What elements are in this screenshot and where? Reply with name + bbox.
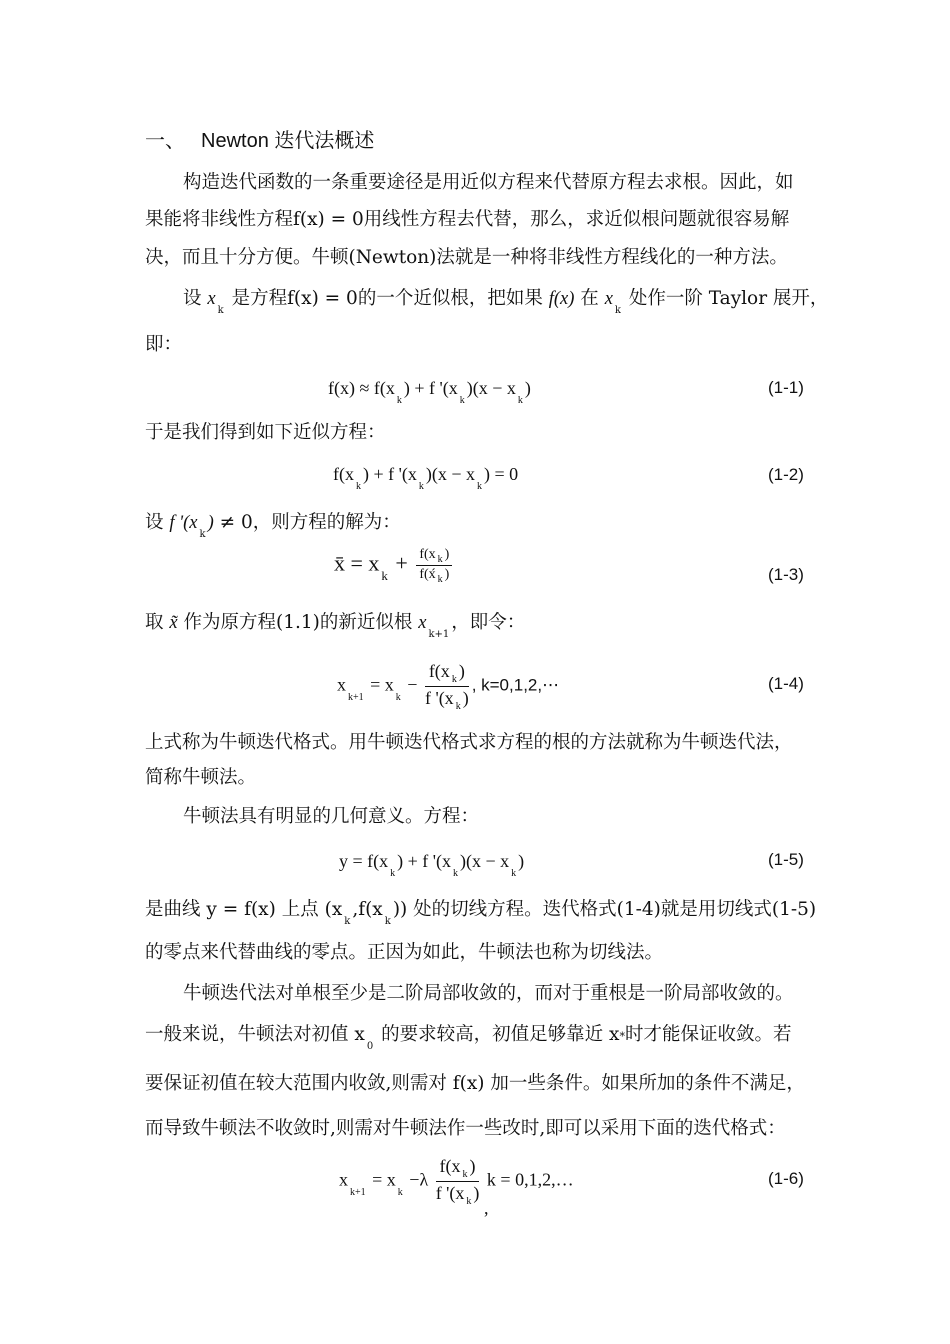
equation-1-1: $f(x) \approx f(x_k) + f$ '$(x_k)(x - x_k)$: [328, 378, 531, 406]
equation-1-4: $x_{k+1} = x_k$ − $\frac{f(x _k )}{f '(x _k )}$ , k=0,1,2,⋯: [337, 661, 560, 712]
fraction: $\frac{f(x _k )}{f '(x _k )}$: [424, 661, 469, 712]
fraction: $\frac{f(x _k )}{f(x́ _k )}$: [416, 546, 452, 585]
fraction: $\frac{f(x _k )}{f '(x _k )}$: [435, 1156, 480, 1207]
equation-1-5: $y = f(x_k) + f$ '$(x_k)(x - x_k)$: [339, 851, 525, 879]
para5-line1: 是曲线 y = f(x) 上点 $(x_k,f(x_k))$ 处的切线方程。迭代格式(1-4)就是用切线式(1-5): [145, 899, 817, 927]
section-number: 一、: [145, 128, 185, 152]
para5-line2: 的零点来代替曲线的零点。正因为如此，牛顿法也称为切线法。: [145, 942, 664, 963]
para6-line1: 牛顿迭代法对单根至少是二阶局部收敛的，而对于重根是一阶局部收敛的。: [183, 983, 794, 1004]
para4: 牛顿法具有明显的几何意义。方程：: [183, 806, 480, 827]
para1-line3: 决，而且十分方便。牛顿(Newton)法就是一种将非线性方程线化的一种方法。: [145, 247, 788, 268]
text-before-eq3: 设 f '$(x_k) \ne 0$，则方程的解为：: [145, 512, 401, 540]
equation-number-1-3: (1-3): [768, 565, 804, 584]
equation-number-1-1: (1-1): [768, 378, 804, 397]
equation-1-6-comma: ,: [484, 1198, 489, 1218]
para2-line1: 设 $x_k$ 是方程f(x) = 0的一个近似根，把如果 f(x) 在 $x_k$ 处作一阶 Taylor 展开，: [183, 288, 829, 316]
section-title: Newton 迭代法概述: [201, 130, 375, 152]
text-before-eq4: 取 x̃ 作为原方程(1.1)的新近似根 $x_{k+1}$，即令：: [145, 612, 526, 640]
equation-number-1-2: (1-2): [768, 465, 804, 484]
equation-1-6: $x_{k+1} = x_k -\lambda$ $\frac{f(x _k )}{f '(x _k )}$ k = 0,1,2,…: [339, 1156, 574, 1207]
equation-number-1-6: (1-6): [768, 1169, 804, 1188]
para6-line3: 要保证初值在较大范围内收敛,则需对 f(x) 加一些条件。如果所加的条件不满足，: [145, 1073, 805, 1094]
text-before-eq2: 于是我们得到如下近似方程：: [145, 422, 386, 443]
equation-1-3: x̄ = x $_k$ + $\frac{f(x _k )}{f(x́ _k )}$: [334, 546, 455, 585]
para1-line1: 构造迭代函数的一条重要途径是用近似方程来代替原方程去求根。因此，如: [183, 172, 794, 193]
section-heading: [145, 124, 374, 153]
para3-line1: 上式称为牛顿迭代格式。用牛顿迭代格式求方程的根的方法就称为牛顿迭代法，: [145, 732, 793, 753]
para6-line2: 一般来说，牛顿法对初值 $x_0$ 的要求较高，初值足够靠近 x*时才能保证收敛。若: [145, 1024, 792, 1052]
equation-number-1-4: (1-4): [768, 674, 804, 693]
equation-number-1-5: (1-5): [768, 850, 804, 869]
para6-line4: 而导致牛顿法不收敛时,则需对牛顿法作一些改时,即可以采用下面的迭代格式：: [145, 1118, 786, 1139]
para1-line2: 果能将非线性方程f(x) = 0用线性方程去代替，那么，求近似根问题就很容易解: [145, 209, 790, 230]
para3-line2: 简称牛顿法。: [145, 767, 257, 788]
equation-1-2: $f(x_k) + f$ '$(x_k)(x - x_k) = 0$: [333, 464, 519, 492]
para2-line2: 即：: [145, 334, 183, 355]
